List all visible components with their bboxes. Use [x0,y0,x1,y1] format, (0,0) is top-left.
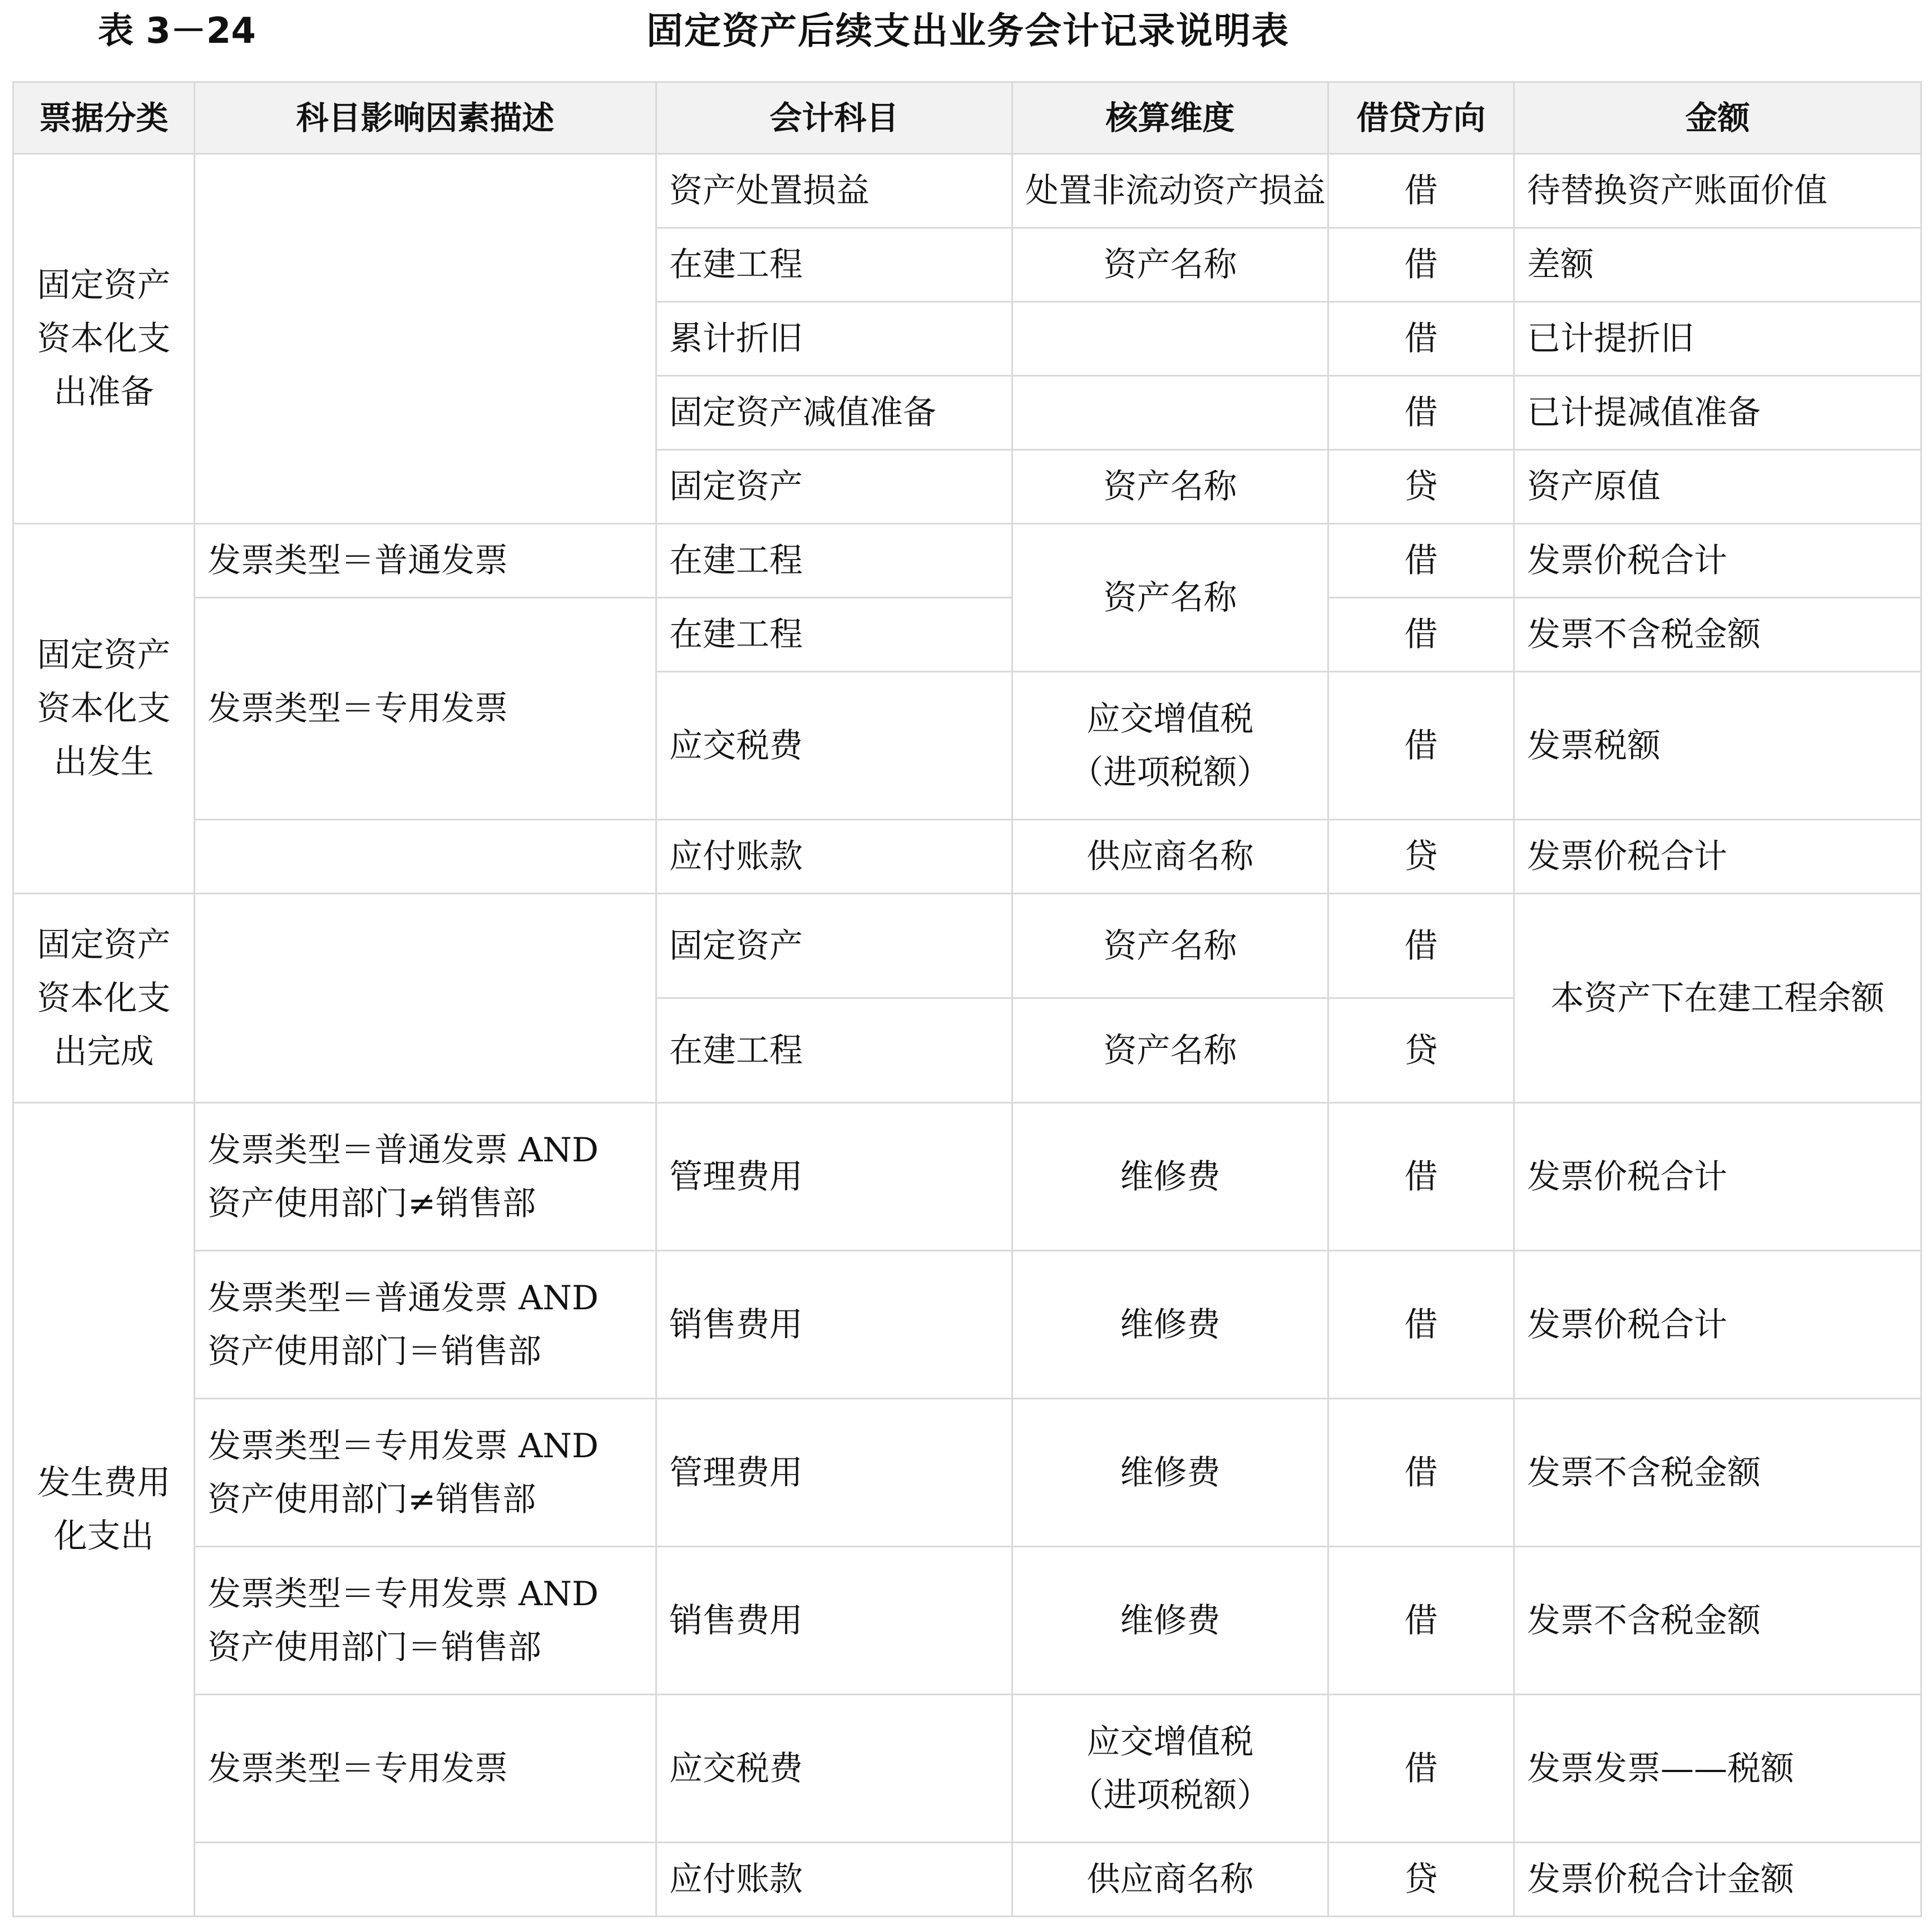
amount-cell: 资产原值 [1514,450,1921,524]
description-cell [195,1843,656,1917]
dimension-cell [1012,1695,1328,1843]
direction-cell: 借 [1328,228,1514,302]
description-cell [195,1251,656,1399]
category-cell [13,524,195,894]
direction-cell: 贷 [1328,450,1514,524]
description-line: 发票类型＝专用发票 AND [207,1426,599,1466]
header-row [13,82,1921,154]
table-number: 表 3－24 [98,11,256,52]
table-row [13,1547,1921,1695]
dimension-cell: 资产名称 [1012,450,1328,524]
direction-cell: 贷 [1328,1843,1514,1917]
amount-cell: 发票发票——税额 [1514,1695,1921,1843]
account-cell: 固定资产 [656,894,1012,998]
account-cell: 应交税费 [656,672,1012,820]
direction-cell: 贷 [1328,820,1514,894]
amount-cell: 发票价税合计 [1514,1251,1921,1399]
category-line: 出完成 [53,1032,154,1071]
category-line: 资本化支 [37,689,171,728]
direction-cell: 借 [1328,376,1514,450]
amount-cell: 发票价税合计 [1514,1103,1921,1251]
amount-cell: 本资产下在建工程余额 [1514,894,1921,1103]
amount-cell: 发票不含税金额 [1514,1399,1921,1547]
direction-cell: 借 [1328,672,1514,820]
dimension-cell [1012,672,1328,820]
table-row [13,1695,1921,1843]
table-row [13,1251,1921,1399]
table-row [13,1103,1921,1251]
description-line: 资产使用部门≠销售部 [207,1184,536,1223]
dimension-line: 应交增值税 [1086,699,1254,739]
direction-cell: 借 [1328,1251,1514,1399]
table-row [13,894,1921,998]
table-row [13,154,1921,228]
table-row [13,598,1921,672]
description-cell [195,154,656,524]
table-row [13,1399,1921,1547]
account-cell: 固定资产减值准备 [656,376,1012,450]
account-cell: 销售费用 [656,1251,1012,1399]
account-cell: 销售费用 [656,1547,1012,1695]
dimension-cell: 资产名称 [1012,894,1328,998]
header-cell: 票据分类 [13,82,195,154]
account-cell: 在建工程 [656,228,1012,302]
amount-cell: 发票不含税金额 [1514,598,1921,672]
description-line: 发票类型＝专用发票 AND [207,1574,599,1614]
direction-cell: 借 [1328,302,1514,376]
amount-cell: 发票价税合计金额 [1514,1843,1921,1917]
dimension-cell [1012,302,1328,376]
description-line: 发票类型＝专用发票 [207,1749,508,1788]
description-cell: 发票类型＝普通发票 [195,524,656,598]
dimension-line: （进项税额） [1070,1775,1271,1815]
account-cell: 累计折旧 [656,302,1012,376]
category-line: 资本化支 [37,978,171,1018]
dimension-cell [1012,376,1328,450]
amount-cell: 发票不含税金额 [1514,1547,1921,1695]
description-cell [195,1547,656,1695]
dimension-cell: 维修费 [1012,1103,1328,1251]
table-row [13,524,1921,598]
description-cell [195,894,656,1103]
dimension-cell: 资产名称 [1012,998,1328,1103]
account-cell: 应付账款 [656,1843,1012,1917]
description-cell [195,1103,656,1251]
amount-cell: 发票价税合计 [1514,820,1921,894]
description-line: 资产使用部门≠销售部 [207,1479,536,1519]
description-line: 资产使用部门＝销售部 [207,1332,541,1371]
direction-cell: 借 [1328,598,1514,672]
category-line: 出发生 [53,743,154,781]
category-line: 资本化支 [37,319,171,358]
header-cell: 会计科目 [656,82,1012,154]
header-cell: 借贷方向 [1328,82,1514,154]
description-cell: 发票类型＝专用发票 [195,598,656,820]
description-line: 发票类型＝普通发票 AND [207,1130,599,1170]
description-cell [195,1695,656,1843]
account-cell: 固定资产 [656,450,1012,524]
category-line: 固定资产 [37,925,171,964]
table-row [13,820,1921,894]
amount-cell: 发票价税合计 [1514,524,1921,598]
dimension-cell: 维修费 [1012,1399,1328,1547]
account-cell: 在建工程 [656,524,1012,598]
amount-cell: 已计提折旧 [1514,302,1921,376]
description-cell [195,1399,656,1547]
dimension-cell: 处置非流动资产损益 [1012,154,1328,228]
category-cell [13,154,195,524]
amount-cell: 待替换资产账面价值 [1514,154,1921,228]
direction-cell: 借 [1328,524,1514,598]
header-cell: 科目影响因素描述 [195,82,656,154]
dimension-cell: 维修费 [1012,1547,1328,1695]
account-cell: 在建工程 [656,998,1012,1103]
amount-cell: 发票税额 [1514,672,1921,820]
amount-cell: 已计提减值准备 [1514,376,1921,450]
category-cell [13,1103,195,1917]
direction-cell: 借 [1328,1547,1514,1695]
account-cell: 在建工程 [656,598,1012,672]
category-line: 化支出 [53,1517,154,1556]
dimension-cell: 供应商名称 [1012,820,1328,894]
account-cell: 应付账款 [656,820,1012,894]
direction-cell: 借 [1328,1695,1514,1843]
category-line: 发生费用 [37,1463,171,1502]
category-line: 出准备 [53,373,154,412]
description-line: 资产使用部门＝销售部 [207,1627,541,1667]
dimension-cell: 供应商名称 [1012,1843,1328,1917]
header-cell: 金额 [1514,82,1921,154]
direction-cell: 借 [1328,154,1514,228]
amount-cell: 差额 [1514,228,1921,302]
dimension-cell: 资产名称 [1012,228,1328,302]
dimension-line: （进项税额） [1070,753,1271,792]
direction-cell: 借 [1328,894,1514,998]
dimension-cell: 维修费 [1012,1251,1328,1399]
direction-cell: 借 [1328,1103,1514,1251]
category-cell [13,894,195,1103]
ledger-table [12,81,1922,1917]
header-cell: 核算维度 [1012,82,1328,154]
direction-cell: 贷 [1328,998,1514,1103]
table-title: 固定资产后续支出业务会计记录说明表 [646,9,1289,52]
description-cell [195,820,656,894]
account-cell: 资产处置损益 [656,154,1012,228]
category-line: 固定资产 [37,636,171,675]
account-cell: 管理费用 [656,1399,1012,1547]
dimension-cell: 资产名称 [1012,524,1328,672]
account-cell: 应交税费 [656,1695,1012,1843]
category-line: 固定资产 [37,266,171,305]
table-row [13,1843,1921,1917]
direction-cell: 借 [1328,1399,1514,1547]
account-cell: 管理费用 [656,1103,1012,1251]
description-line: 发票类型＝普通发票 AND [207,1278,599,1318]
dimension-line: 应交增值税 [1086,1722,1254,1761]
